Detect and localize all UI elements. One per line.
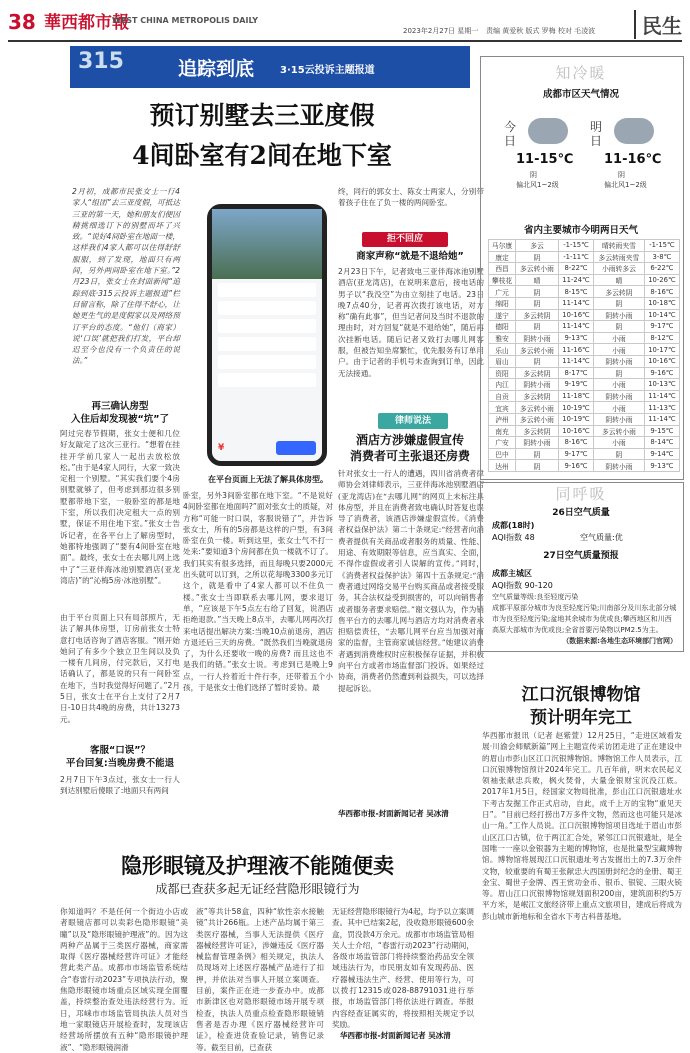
weather-cell: 10-16℃	[558, 309, 593, 321]
weather-cell: 10-19℃	[558, 402, 593, 414]
weather-cell: 阴转小雨	[516, 379, 559, 391]
main-headline-line1: 预订别墅去三亚度假	[149, 101, 375, 130]
today-label: 今日	[504, 120, 517, 148]
weather-cell: 小雨	[594, 437, 645, 449]
weather-cell: 雅安	[489, 332, 516, 344]
weather-cell: 南充	[489, 425, 516, 437]
weather-cell: 11-16℃	[558, 344, 593, 356]
weather-cell: 阴	[516, 297, 559, 309]
weather-row	[489, 402, 680, 414]
weather-cell: 阴	[516, 321, 559, 333]
weather-cell: 自贡	[489, 390, 516, 402]
info-row	[218, 355, 316, 369]
weather-subtitle: 成都市区天气情况	[542, 89, 619, 100]
lawyer-paragraph: 针对张女士一行人的遭遇，四川省消费者律师协会刘律师表示，三亚伴海冰池别墅酒店(亚龙湾店)在“去哪儿网”的网页上未标注具体房型，并且在消费者致电确认时答复也误导了消费者，该酒店涉嫌虚假宣传。《消费者权益保护法》第二十条规定:“经营者向消费者提供有关商品或者服务的质量、性能、用途、有效期限等信息，应当真实、全面，不得作虚假或者引人误解的宣传。”同时，《消费者权益保护法》第四十五条规定:“消费者通过网络交易平台购买商品或者接受服务，其合法权益受到损害的，可以向销售者或者服务者要求赔偿。”谢文强认为，作为销售平台方的去哪儿网与酒店方均对消费者承担赔偿责任，“去哪儿网平台应当加强对商家的监督，主管商家诚信经营。”她建议消费者遇到消费维权时应积极保存证据，并积极向平台方或者市场监督部门投诉。如果经过协商，消费者仍然遭到利益损失，可以选择提起诉讼。	[338, 469, 484, 693]
newspaper-logo-en: WEST CHINA METROPOLIS DAILY	[112, 16, 259, 25]
weather-cell: 10-26℃	[644, 274, 679, 286]
weather-row	[489, 460, 680, 472]
lead-paragraph: 2月初，成都市民张女士一行4家人“组团”去三亚度假，可抵达三亚的第一天，她和朋友们便因精挑细选订下的别墅而坏了兴致。“说好4间卧室在地面一楼，这样我们4家人都可以住得舒舒服服，到了发现，地面只有两间，另外两间卧室在地下室。”2月23日，张女士在封面新闻“追踪到底·315云投诉主题报道”栏目留言称，除了住得不舒心，让她更生气的是度假家以及网络预订平台的态度。“他们（商家）说‘口误’就把我们打发，平台却迟至今也没有一个负责任的说法。”	[72, 187, 180, 366]
main-headline-line2: 4间卧室有2间在地下室	[132, 141, 392, 170]
paragraph-col3b: 2月23日下午，记者致电三亚伴海冰池别墅酒店(亚龙湾店)，在说明来意后，接电话的男子以“我没空”为由立刻挂了电话。23日晚7点40分，记者再次拨打该电话，对方称“确有此事”，但当记者问及当时不退款的理由时，对方回复“就是不退给她”，随后再次挂断电话。随后记者又致打去哪儿网客服，但被告知坐席繁忙，优先服务有订单用户。由于记者的手机号未查询到订单，因此无法接通。	[338, 267, 484, 378]
weather-cell: 8-14℃	[644, 437, 679, 449]
weather-row	[489, 379, 680, 391]
weather-cell: 9-16℃	[644, 367, 679, 379]
weather-cell: 9-19℃	[558, 379, 593, 391]
weather-cell: 9-15℃	[644, 425, 679, 437]
air-level2: 空气质量等级:良至轻度污染	[492, 593, 579, 601]
weather-row	[489, 332, 680, 344]
subhead-2-line1: 客服“口误”？	[90, 745, 150, 756]
weather-cell: 多云转阴	[516, 367, 559, 379]
weather-row	[489, 425, 680, 437]
cloud-icon	[528, 118, 568, 144]
weather-row	[489, 344, 680, 356]
subhead-1	[60, 400, 180, 426]
subhead-2-line2: 平台回复:当晚房费不能退	[65, 758, 175, 769]
weather-cell: 阴	[594, 367, 645, 379]
air-city2: 成都主城区	[492, 569, 532, 578]
info-row	[218, 301, 316, 315]
weather-row	[489, 309, 680, 321]
tag-refuse: 拒不回应	[362, 232, 448, 247]
weather-cell: 攀枝花	[489, 274, 516, 286]
weather-cell: 阴	[516, 448, 559, 460]
weather-cell: 阴转小雨	[594, 460, 645, 472]
section-name: 民生	[634, 10, 682, 39]
air-aqi2: AQI指数 90-120	[492, 581, 553, 590]
article2-subhead: 成都已查获多起无证经营隐形眼镜行为	[155, 882, 360, 896]
weather-table	[488, 239, 680, 472]
editors-line: 责编 黄爱秋 版式 罗梅 校对 毛凌波	[486, 27, 596, 35]
booking-app-screenshot	[207, 204, 327, 466]
weather-cell: 多云转阴	[516, 309, 559, 321]
weather-cell: 9-16℃	[558, 460, 593, 472]
weather-cell: 阴	[594, 297, 645, 309]
weather-row	[489, 297, 680, 309]
weather-cell: 小雨	[594, 379, 645, 391]
tomorrow-condition: 阴	[618, 171, 625, 179]
weather-row	[489, 413, 680, 425]
weather-cell: 宜宾	[489, 402, 516, 414]
weather-cell: 小雨	[594, 402, 645, 414]
byline-1: 华西都市报-封面新闻记者 吴冰清	[338, 809, 449, 818]
air-source: （数据来源:各地生态环境部门官网）	[562, 637, 677, 645]
weather-cell: 遂宁	[489, 309, 516, 321]
weather-cell: 多云转雨夹雪	[594, 251, 645, 263]
weather-cell: 眉山	[489, 355, 516, 367]
weather-cell: 绵阳	[489, 297, 516, 309]
air-city1: 成都(18时)	[492, 521, 535, 530]
weather-cell: 8-15℃	[558, 286, 593, 298]
museum-paragraph: 华西都市报讯（记者 赵紫萱）12月25日，“走进区域看发展·川渝会师赋新篇”网上主题宣传采访团走进了正在建设中的眉山市彭山区江口沉银博物馆。博物馆工作人员表示，江口沉银博物馆预计2024年完工。几百年前，明末农民起义领袖张献忠兵败，枫火焚骨，大量金银财宝沉没江底。2017年1月5日，经国家文物局批准，彭山江口沉银遗址水下考古发掘工作正式启动，自此，成千上万的宝物“重见天日”。“目前已经打捞出7万多件文物，然而这也可能只是冰山一角。”工作人员说。江口沉银博物馆项目选址于眉山市彭山区江口古镇，位于两江汇合处，紧邻江口沉银遗址，是全国唯一一座以金银器为主题的博物馆，也是批量型宝藏博物馆。博物馆将展现江口沉银遗址考古发掘出土的7.3万余件文物，较重要的有蜀王张献忠大西国册封纪念的金册、蜀王金宝、蜀世子金牌、西王赏功金币、银币、银锭、三眼火铳等。眉山江口沉银博物馆规划面积200亩，建筑面积约5万平方米，是岷江文旅经济带上重点文旅项目，建成后将成为彭山城市新地标和全省水下考古科普基地。	[482, 731, 682, 921]
weather-row	[489, 251, 680, 263]
paragraph-2: 由于平台页面上只有局部照片，无法了解具体房型，订房前张女士特意打电话咨询了酒店客服。“刚开始她问了有多少个独立卫生间以及负一楼有几间房，付完款后，又打电话确认了，都是说的只有一间卧室在地下，当时我觉得好问题了。”2月5日，张女士在平台上支付了2月7日-10日共4晚的房费，共计13273元。	[60, 613, 180, 724]
lawyer-headline-2: 消费者可主张退还房费	[349, 449, 470, 463]
weather-cell: 晴	[516, 274, 559, 286]
issue-date: 2023年2月27日 星期一	[403, 27, 479, 35]
weather-table-title: 省内主要城市今明两日天气	[523, 225, 638, 236]
weather-cell: 多云转阴	[516, 425, 559, 437]
weather-cell: 德阳	[489, 321, 516, 333]
newspaper-logo: 華西都市報	[44, 13, 129, 33]
weather-cell: 多云转小雨	[516, 344, 559, 356]
weather-cell: 9-17℃	[644, 321, 679, 333]
subhead-refuse: 商家声称“就是不退给她”	[356, 251, 464, 262]
weather-cell: 乐山	[489, 344, 516, 356]
air-quality1: 空气质量:优	[580, 533, 623, 542]
today-condition: 阴	[530, 171, 537, 179]
info-row	[218, 283, 316, 297]
subhead-1-line2: 入住后却发现被“坑”了	[71, 414, 169, 425]
weather-row	[489, 437, 680, 449]
article2-col1: 你知道吗？不是任何一个街边小店或者眼镜店都可以卖彩色隐形眼镜“美瞳”以及“隐形眼镜护理液”的。因为这两种产品属于三类医疗器械，商家需取得《医疗器械经营许可证》才能经营此类产品。成都市市场监管系统结合“春雷行动2023”专项执法行动，聚焦隐形眼镜市场重点区域实现全面覆盖，持续整治查处违法经营行为。近日，邛崃市市场监管局执法人员对当地一家眼镜店开展检查时，发现该店经营场所摆放有五种“隐形眼镜护理液”、“隐形眼镜润滑	[60, 907, 188, 1052]
weather-cell: 小雨	[594, 332, 645, 344]
museum-headline-2: 预计明年完工	[530, 708, 632, 728]
weather-cell: 广安	[489, 437, 516, 449]
weather-row	[489, 263, 680, 275]
column-banner	[70, 46, 470, 88]
weather-cell: 阴转小雨	[516, 332, 559, 344]
weather-cell: 9-13℃	[644, 460, 679, 472]
weather-cell: 11-14℃	[558, 321, 593, 333]
weather-title: 知冷暖	[555, 64, 607, 82]
subhead-2	[60, 744, 180, 770]
weather-row	[489, 390, 680, 402]
paragraph-col3: 终，同行的郭女士、陈女士两家人，分别带着孩子住在了负一楼的两间卧室。	[338, 187, 484, 208]
weather-cell: 阴转小雨	[594, 309, 645, 321]
weather-row	[489, 355, 680, 367]
weather-cell: 10-13℃	[644, 379, 679, 391]
weather-cell: 阴转小雨	[594, 390, 645, 402]
weather-cell: 多云转阴	[516, 390, 559, 402]
weather-cell: 10-16℃	[644, 355, 679, 367]
weather-cell: 9-13℃	[558, 332, 593, 344]
weather-cell: 多云转小雨	[516, 402, 559, 414]
weather-cell: 阴	[594, 448, 645, 460]
weather-cell: 11-18℃	[558, 390, 593, 402]
weather-cell: 9-17℃	[558, 448, 593, 460]
weather-cell: 小雨	[594, 344, 645, 356]
villa-photo	[212, 209, 322, 279]
weather-cell: 资阳	[489, 367, 516, 379]
page-header	[8, 6, 682, 42]
article2-col3: 无证经营隐形眼镜行为4起，均予以立案调查。其中已结案2起，没收隐形眼镜600余盒，罚没款4万余元。成都市市场监管局相关人士介绍，“春雷行动2023”行动期间，各级市场监管部门将持续整治药品安全领域违法行为，市民朋友如有发现药品、医疗器械违法生产、经营、使用等行为，可以拨打12315或028-88791031进行举报，市场监管部门将依法进行调查。举报内容经查证属实的，将按照相关规定予以奖励。	[332, 907, 474, 1029]
weather-cell: 泸州	[489, 413, 516, 425]
weather-cell: 阴转小雨	[516, 437, 559, 449]
weather-cell: 11-14℃	[644, 390, 679, 402]
info-row	[218, 337, 316, 351]
banner-title: 追踪到底	[178, 58, 255, 80]
article2-byline: 华西都市报-封面新闻记者 吴冰清	[340, 1031, 451, 1040]
weather-cell: 多云转小雨	[594, 425, 645, 437]
price-mark: ¥	[218, 443, 225, 453]
weather-row	[489, 367, 680, 379]
weather-cell: 8-22℃	[558, 263, 593, 275]
museum-headline-1: 江口沉银博物馆	[521, 685, 641, 705]
weather-cell: 8-17℃	[558, 367, 593, 379]
weather-cell: 阴	[594, 321, 645, 333]
weather-cell: -1-11℃	[558, 251, 593, 263]
weather-cell: 11-24℃	[558, 274, 593, 286]
page-number: 38	[8, 10, 36, 34]
weather-cell: 多云转小雨	[516, 413, 559, 425]
weather-cell: 阴	[516, 251, 559, 263]
subhead-1-line1: 再三确认房型	[91, 401, 149, 412]
cloud-icon	[614, 118, 654, 144]
weather-cell: 多云转小雨	[516, 263, 559, 275]
weather-cell: 10-19℃	[558, 413, 593, 425]
weather-cell: 内江	[489, 379, 516, 391]
weather-cell: 11-14℃	[558, 297, 593, 309]
weather-cell: -1-15℃	[558, 240, 593, 252]
weather-cell: 10-17℃	[644, 344, 679, 356]
weather-cell: 阴	[516, 355, 559, 367]
weather-cell: 康定	[489, 251, 516, 263]
weather-cell: 10-16℃	[558, 425, 593, 437]
air-day27: 27日空气质量预报	[543, 551, 619, 561]
weather-row	[489, 286, 680, 298]
paragraph-3: 2月7日下午3点过，张女士一行人到达别墅后傻眼了:地面只有两间	[60, 775, 180, 796]
weather-cell: 晴	[594, 274, 645, 286]
weather-cell: 阴转小雨	[594, 413, 645, 425]
weather-cell: 阴	[516, 460, 559, 472]
tomorrow-label: 明日	[590, 120, 603, 148]
info-row	[218, 319, 316, 333]
today-wind: 偏北风1~2级	[516, 181, 559, 189]
weather-cell: 11-14℃	[644, 413, 679, 425]
weather-cell: -1-15℃	[644, 240, 679, 252]
weather-cell: 11-13℃	[644, 402, 679, 414]
article2-col2: 液”等共计58盒，四种“软性亲水接触镜”共计266瓶。上述产品均属于第三类医疗器械，当事人无法提供《医疗器械经营许可证》，涉嫌违反《医疗器械监督管理条例》相关规定，执法人员现场对上述医疗器械产品进行了扣押，并依法对当事人开展立案调查。目前，案件正在进一步查办中。成都市新津区也对隐形眼镜市场开展专项检查，执法人员重点检查隐形眼镜销售者是否办理《医疗器械经营许可证》，检查进货查验记录，销售记录等。截至目前，已查获	[196, 907, 324, 1052]
article2-headline: 隐形眼镜及护理液不能随便卖	[121, 853, 394, 878]
weather-cell: 多云	[516, 240, 559, 252]
weather-cell: 8-12℃	[644, 332, 679, 344]
paragraph-col2: 卧室，另外3间卧室都在地下室。“不是说好4间卧室都在地面吗?”面对张女士的质疑，对方称“可能一时口误，客服说错了”，并告诉张女士，所有的5房都是这样的户型，有3间卧室在负一楼。听到这里，张女士气不打一处来:“要知道3个房间都在负一楼就不订了。我们其实有很多选择，而且每晚只要2000元出头就可以订到，之所以花每晚3300多元订这个，就是看中了4家人都可以不住负一楼。”张女士当即联系去哪儿网，要求退订单，“应该是下午5点左右给了回复，说酒店拒绝退款。”当天晚上8点半，去哪儿网再次打来电话提出解决方案:当晚10点前退房，酒店方退还后三天的房费。“既然我们当晚就退房了，为什么还要收一晚的房费? 而且这也不是我们的错。”张女士说。考虑到已是晚上9点，一行人拎着近十件行李，还带着五个小孩，于是张女士他们选择了暂时妥协。最	[183, 491, 333, 693]
weather-row	[489, 274, 680, 286]
today-temp: 11-15℃	[516, 152, 574, 167]
lawyer-tag: 律师说法	[378, 413, 448, 429]
weather-row	[489, 448, 680, 460]
weather-cell: 多云转阴	[594, 286, 645, 298]
weather-cell: 西昌	[489, 263, 516, 275]
tomorrow-temp: 11-16℃	[604, 152, 662, 167]
info-row	[218, 373, 316, 387]
weather-cell: 达州	[489, 460, 516, 472]
weather-cell: 小雨转多云	[594, 263, 645, 275]
weather-cell: 10-18℃	[644, 297, 679, 309]
air-day26: 26日空气质量	[552, 508, 610, 518]
air-aqi1: AQI指数 48	[492, 533, 535, 542]
weather-row	[489, 240, 680, 252]
banner-subtitle: 3·15云投诉主题报道	[280, 65, 375, 76]
weather-cell: 马尔康	[489, 240, 516, 252]
weather-cell: 11-14℃	[558, 355, 593, 367]
paragraph-1: 阿过完春节假期，张女士便和几位好友敲定了这次三亚行。“想着在挂挂开学前几家人一起出去放松放松。”由于是4家人同行，大家一致决定租一个别墅。“其实我们要个4房别墅就够了，但考虑到那边很多别墅都带地下室，一般卧室的都是地下室，所以我们决定租大一点的别墅，保证不用住地下室。”张女士告诉记者，在各平台上了解房型时，她都特地强调了“要有4间卧室在地面”。最终，张女士在去哪儿网上选中了“三亚伴海冰池别墅酒店(亚龙湾店)”的“沁梅5房·冰池别墅”。	[60, 429, 180, 585]
tomorrow-wind: 偏北风1~2级	[604, 181, 647, 189]
weather-cell: 6-22℃	[644, 263, 679, 275]
weather-cell: 阴	[516, 286, 559, 298]
weather-cell: 巴中	[489, 448, 516, 460]
weather-cell: 9-14℃	[644, 448, 679, 460]
air-title: 同呼吸	[555, 485, 607, 503]
weather-cell: 8-16℃	[558, 437, 593, 449]
weather-cell: 10-14℃	[644, 309, 679, 321]
lawyer-headline-1: 酒店方涉嫌虚假宣传	[355, 433, 464, 447]
weather-cell: 8-16℃	[644, 286, 679, 298]
weather-cell: 3-8℃	[644, 251, 679, 263]
air-details: 成都平原部分城市为良至轻度污染;川南部分及川东北部分城市为良至轻度污染;盆地其余城市为优或良;攀西地区和川西高原大部城市为优或良;全省首要污染物以PM2.5为主。	[492, 604, 677, 634]
weather-cell: 阴转小雨	[594, 355, 645, 367]
photo-caption: 在平台页面上无法了解具体房型。	[208, 475, 328, 484]
weather-cell: 晴转雨夹雪	[594, 240, 645, 252]
book-button-mark	[276, 441, 316, 455]
weather-row	[489, 321, 680, 333]
banner-badge: 315	[78, 49, 124, 74]
weather-cell: 广元	[489, 286, 516, 298]
